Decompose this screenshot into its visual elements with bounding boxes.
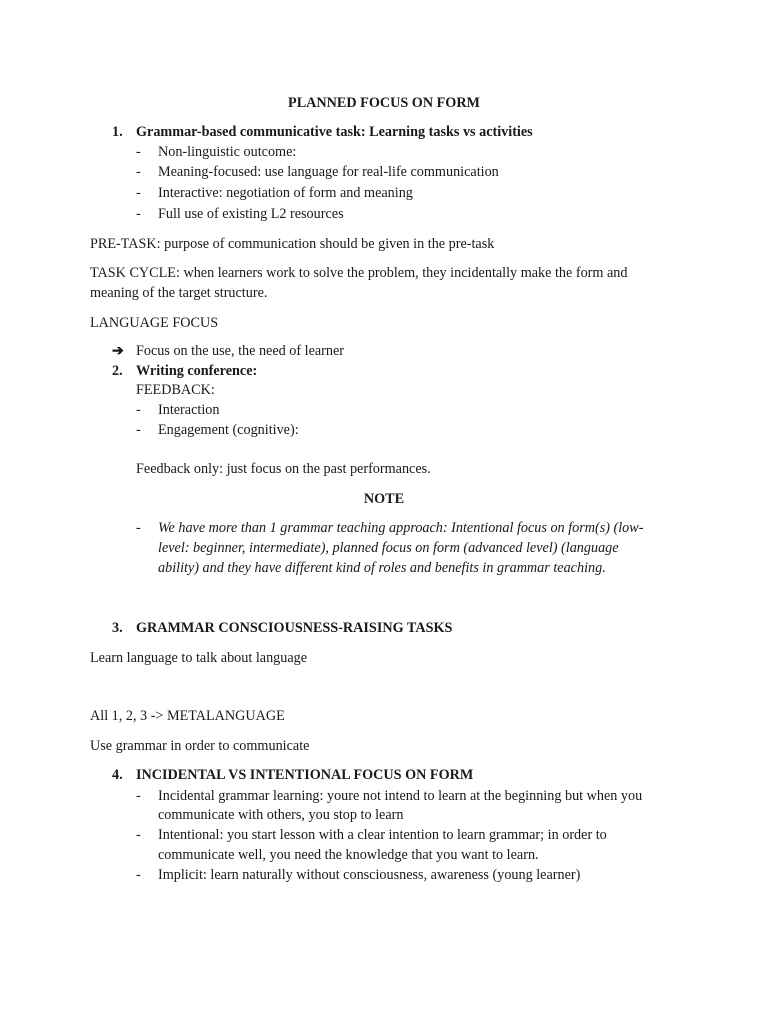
section-4-item-line: communicate with others, you stop to learn bbox=[158, 807, 404, 823]
section-1-number: 1. bbox=[112, 124, 123, 140]
bullet-dash: - bbox=[136, 422, 141, 438]
bullet-dash: - bbox=[136, 164, 141, 180]
page-title: PLANNED FOCUS ON FORM bbox=[288, 95, 480, 111]
section-4-item-line: Intentional: you start lesson with a clear intention to learn grammar; in order to bbox=[158, 827, 607, 843]
section-2-bullet: Interaction bbox=[158, 402, 220, 418]
section-3-number: 3. bbox=[112, 620, 123, 636]
task-cycle-line: TASK CYCLE: when learners work to solve the problem, they incidentally make the form and bbox=[90, 265, 628, 281]
bullet-dash: - bbox=[136, 144, 141, 160]
use-grammar-text: Use grammar in order to communicate bbox=[90, 738, 310, 754]
bullet-dash: - bbox=[136, 520, 141, 536]
section-4-item-line: Incidental grammar learning: youre not intend to learn at the beginning but when you bbox=[158, 788, 643, 804]
metalanguage-text: All 1, 2, 3 -> METALANGUAGE bbox=[90, 708, 285, 724]
note-heading: NOTE bbox=[363, 491, 405, 507]
section-2-number: 2. bbox=[112, 363, 123, 379]
note-line: level: beginner, intermediate), planned focus on form (advanced level) (language bbox=[158, 540, 619, 556]
feedback-label: FEEDBACK: bbox=[136, 382, 215, 398]
language-focus-label: LANGUAGE FOCUS bbox=[90, 315, 219, 331]
section-4-item-line: Implicit: learn naturally without consciousness, awareness (young learner) bbox=[158, 867, 581, 883]
section-1-bullet: Meaning-focused: use language for real-life communication bbox=[158, 164, 499, 180]
note-line: We have more than 1 grammar teaching approach: Intentional focus on form(s) (low- bbox=[158, 520, 644, 536]
bullet-dash: - bbox=[136, 185, 141, 201]
section-1-bullet: Full use of existing L2 resources bbox=[158, 206, 344, 222]
note-line: ability) and they have different kind of roles and benefits in grammar teaching. bbox=[158, 560, 606, 576]
bullet-dash: - bbox=[136, 867, 141, 883]
bullet-dash: - bbox=[136, 206, 141, 222]
bullet-dash: - bbox=[136, 788, 141, 804]
arrow-right-icon: ➔ bbox=[112, 343, 124, 359]
section-1-heading: Grammar-based communicative task: Learning tasks vs activities bbox=[136, 124, 533, 140]
section-4-item-line: communicate well, you need the knowledge that you want to learn. bbox=[158, 847, 539, 863]
section-4-heading: INCIDENTAL VS INTENTIONAL FOCUS ON FORM bbox=[136, 767, 474, 783]
section-4-number: 4. bbox=[112, 767, 123, 783]
feedback-only-text: Feedback only: just focus on the past performances. bbox=[136, 461, 431, 477]
bullet-dash: - bbox=[136, 402, 141, 418]
learn-language-text: Learn language to talk about language bbox=[90, 650, 308, 666]
bullet-dash: - bbox=[136, 827, 141, 843]
section-1-bullet: Non-linguistic outcome: bbox=[158, 144, 297, 160]
pre-task-paragraph: PRE-TASK: purpose of communication should be given in the pre-task bbox=[90, 236, 495, 252]
arrow-item-text: Focus on the use, the need of learner bbox=[136, 343, 345, 359]
section-2-bullet: Engagement (cognitive): bbox=[158, 422, 299, 438]
section-3-heading: GRAMMAR CONSCIOUSNESS-RAISING TASKS bbox=[136, 620, 453, 636]
section-2-heading: Writing conference: bbox=[136, 363, 258, 379]
section-1-bullet: Interactive: negotiation of form and meaning bbox=[158, 185, 413, 201]
task-cycle-line: meaning of the target structure. bbox=[90, 285, 268, 301]
